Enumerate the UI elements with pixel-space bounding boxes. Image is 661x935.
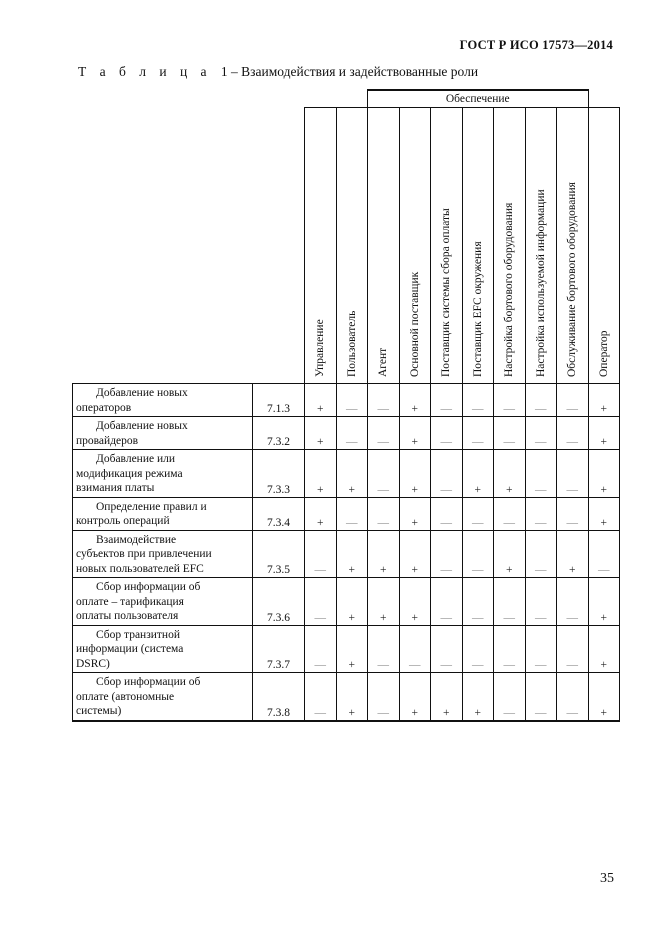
- column-header-label: Поставщик EFC окружения: [471, 241, 484, 377]
- role-mark: —: [494, 578, 526, 626]
- role-mark: —: [557, 578, 589, 626]
- role-mark: —: [399, 625, 431, 673]
- interaction-label-line: Добавление новых: [96, 387, 188, 399]
- role-mark: —: [431, 450, 463, 498]
- interaction-label-line: информации (система: [76, 643, 184, 655]
- role-mark: +: [588, 578, 620, 626]
- role-mark: +: [399, 450, 431, 498]
- role-mark: +: [588, 417, 620, 450]
- role-mark: —: [431, 384, 463, 417]
- column-header-label: Настройка бортового оборудования: [503, 202, 516, 377]
- interaction-label-line: модификация режима: [76, 467, 183, 480]
- clause-reference: 7.3.8: [253, 673, 305, 721]
- column-header-label: Обслуживание бортового оборудования: [566, 182, 579, 377]
- role-mark: +: [399, 497, 431, 530]
- column-header-label: Основной поставщик: [408, 271, 421, 377]
- role-mark: +: [399, 530, 431, 578]
- roles-table: [72, 89, 620, 722]
- interaction-label-line: субъектов при привлечении: [76, 548, 212, 560]
- role-mark: —: [557, 497, 589, 530]
- role-mark: —: [305, 530, 337, 578]
- role-mark: —: [336, 497, 368, 530]
- role-mark: —: [557, 673, 589, 721]
- role-mark: —: [525, 497, 557, 530]
- role-mark: —: [368, 497, 400, 530]
- role-mark: —: [336, 417, 368, 450]
- interaction-label: [73, 417, 253, 450]
- role-mark: —: [494, 625, 526, 673]
- role-mark: —: [431, 530, 463, 578]
- role-mark: —: [462, 625, 494, 673]
- role-mark: —: [494, 417, 526, 450]
- role-mark: —: [368, 673, 400, 721]
- role-mark: +: [557, 530, 589, 578]
- role-mark: —: [431, 625, 463, 673]
- role-mark: —: [525, 417, 557, 450]
- interaction-label: [73, 530, 253, 578]
- caption-prefix: Т а б л и ц а: [78, 64, 212, 79]
- interaction-label-line: Сбор информации об: [96, 581, 201, 593]
- role-mark: —: [525, 384, 557, 417]
- role-mark: +: [399, 384, 431, 417]
- role-mark: +: [588, 450, 620, 498]
- clause-reference: 7.3.4: [253, 497, 305, 530]
- role-mark: +: [588, 497, 620, 530]
- role-mark: +: [494, 530, 526, 578]
- role-mark: —: [368, 384, 400, 417]
- column-header-8: [525, 108, 557, 384]
- clause-reference: 7.3.7: [253, 625, 305, 673]
- table-row: [73, 450, 620, 498]
- role-mark: —: [368, 450, 400, 498]
- role-mark: —: [525, 530, 557, 578]
- interaction-label-line: Сбор транзитной: [96, 628, 180, 641]
- role-mark: —: [462, 530, 494, 578]
- role-mark: —: [557, 417, 589, 450]
- column-header-2: [336, 108, 368, 384]
- role-mark: +: [399, 578, 431, 626]
- role-mark: —: [462, 384, 494, 417]
- interaction-label-line: Добавление или: [96, 453, 176, 465]
- group-header-provision: Обеспечение: [368, 90, 589, 108]
- role-mark: +: [462, 450, 494, 498]
- interaction-label-line: DSRC): [76, 657, 110, 670]
- table-row: [73, 530, 620, 578]
- column-header-1: [305, 108, 337, 384]
- table-row: [73, 384, 620, 417]
- interaction-label-line: контроль операций: [76, 515, 170, 527]
- interaction-label: [73, 384, 253, 417]
- role-mark: —: [305, 578, 337, 626]
- page-number: 35: [600, 871, 614, 886]
- column-header-4: [399, 108, 431, 384]
- role-mark: +: [336, 450, 368, 498]
- role-mark: +: [399, 417, 431, 450]
- interaction-label-line: системы): [76, 705, 122, 717]
- role-mark: +: [462, 673, 494, 721]
- role-mark: —: [588, 530, 620, 578]
- interaction-label-line: Сбор информации об: [96, 676, 201, 688]
- interaction-label-line: взимания платы: [76, 482, 155, 494]
- clause-reference: 7.3.5: [253, 530, 305, 578]
- role-mark: —: [557, 625, 589, 673]
- column-header-5: [431, 108, 463, 384]
- role-mark: —: [462, 578, 494, 626]
- table-row: [73, 673, 620, 721]
- column-header-7: [494, 108, 526, 384]
- role-mark: +: [305, 384, 337, 417]
- role-mark: +: [494, 450, 526, 498]
- role-mark: —: [494, 673, 526, 721]
- role-mark: —: [431, 578, 463, 626]
- table-row: [73, 625, 620, 673]
- role-mark: —: [431, 417, 463, 450]
- interaction-label-line: провайдеров: [76, 434, 139, 447]
- interaction-label: [73, 673, 253, 721]
- role-mark: +: [305, 497, 337, 530]
- role-mark: —: [368, 417, 400, 450]
- role-mark: —: [525, 450, 557, 498]
- column-header-label: Управление: [314, 319, 327, 377]
- table-row: [73, 578, 620, 626]
- role-mark: +: [305, 450, 337, 498]
- role-mark: —: [462, 417, 494, 450]
- interaction-label: [73, 497, 253, 530]
- role-mark: +: [368, 578, 400, 626]
- column-header-label: Пользователь: [345, 310, 358, 377]
- interaction-label-line: Взаимодействие: [96, 533, 177, 546]
- clause-reference: 7.3.6: [253, 578, 305, 626]
- column-header-label: Оператор: [597, 330, 610, 377]
- interaction-label: [73, 578, 253, 626]
- interaction-label-line: оплате (автономные: [76, 690, 175, 703]
- role-mark: —: [368, 625, 400, 673]
- caption-number: 1: [220, 64, 228, 79]
- table-row: [73, 497, 620, 530]
- role-mark: —: [525, 578, 557, 626]
- interaction-label: [73, 450, 253, 498]
- table-caption: [78, 64, 478, 80]
- role-mark: +: [336, 673, 368, 721]
- role-mark: —: [525, 625, 557, 673]
- column-header-label: Агент: [377, 347, 390, 377]
- role-mark: —: [494, 497, 526, 530]
- column-header-row: [73, 108, 620, 384]
- interaction-label-line: оплаты пользователя: [76, 610, 179, 622]
- role-mark: +: [588, 673, 620, 721]
- column-header-6: [462, 108, 494, 384]
- role-mark: +: [399, 673, 431, 721]
- role-mark: —: [305, 625, 337, 673]
- column-header-label: Настройка используемой информации: [534, 189, 547, 377]
- role-mark: —: [494, 384, 526, 417]
- role-mark: —: [462, 497, 494, 530]
- interaction-label-line: Добавление новых: [96, 420, 188, 432]
- role-mark: —: [525, 673, 557, 721]
- table-row: [73, 417, 620, 450]
- role-mark: —: [431, 497, 463, 530]
- role-mark: +: [368, 530, 400, 578]
- interaction-label-line: операторов: [76, 401, 132, 414]
- clause-reference: 7.3.2: [253, 417, 305, 450]
- role-mark: +: [588, 384, 620, 417]
- role-mark: —: [336, 384, 368, 417]
- role-mark: +: [336, 625, 368, 673]
- role-mark: —: [557, 450, 589, 498]
- role-mark: —: [305, 673, 337, 721]
- group-header-row: [73, 90, 620, 108]
- caption-text: – Взаимодействия и задействованные роли: [231, 64, 479, 79]
- role-mark: +: [305, 417, 337, 450]
- column-header-9: [557, 108, 589, 384]
- standard-code: ГОСТ Р ИСО 17573—2014: [459, 38, 613, 52]
- column-header-3: [368, 108, 400, 384]
- interaction-label-line: новых пользователей EFC: [76, 562, 204, 575]
- clause-reference: 7.1.3: [253, 384, 305, 417]
- interaction-label-line: Определение правил и: [96, 500, 207, 513]
- role-mark: +: [431, 673, 463, 721]
- interaction-label-line: оплате – тарификация: [76, 595, 184, 608]
- role-mark: +: [588, 625, 620, 673]
- interaction-label: [73, 625, 253, 673]
- column-header-10: [588, 108, 620, 384]
- role-mark: +: [336, 578, 368, 626]
- role-mark: +: [336, 530, 368, 578]
- clause-reference: 7.3.3: [253, 450, 305, 498]
- column-header-label: Поставщик системы сбора оплаты: [440, 208, 453, 377]
- role-mark: —: [557, 384, 589, 417]
